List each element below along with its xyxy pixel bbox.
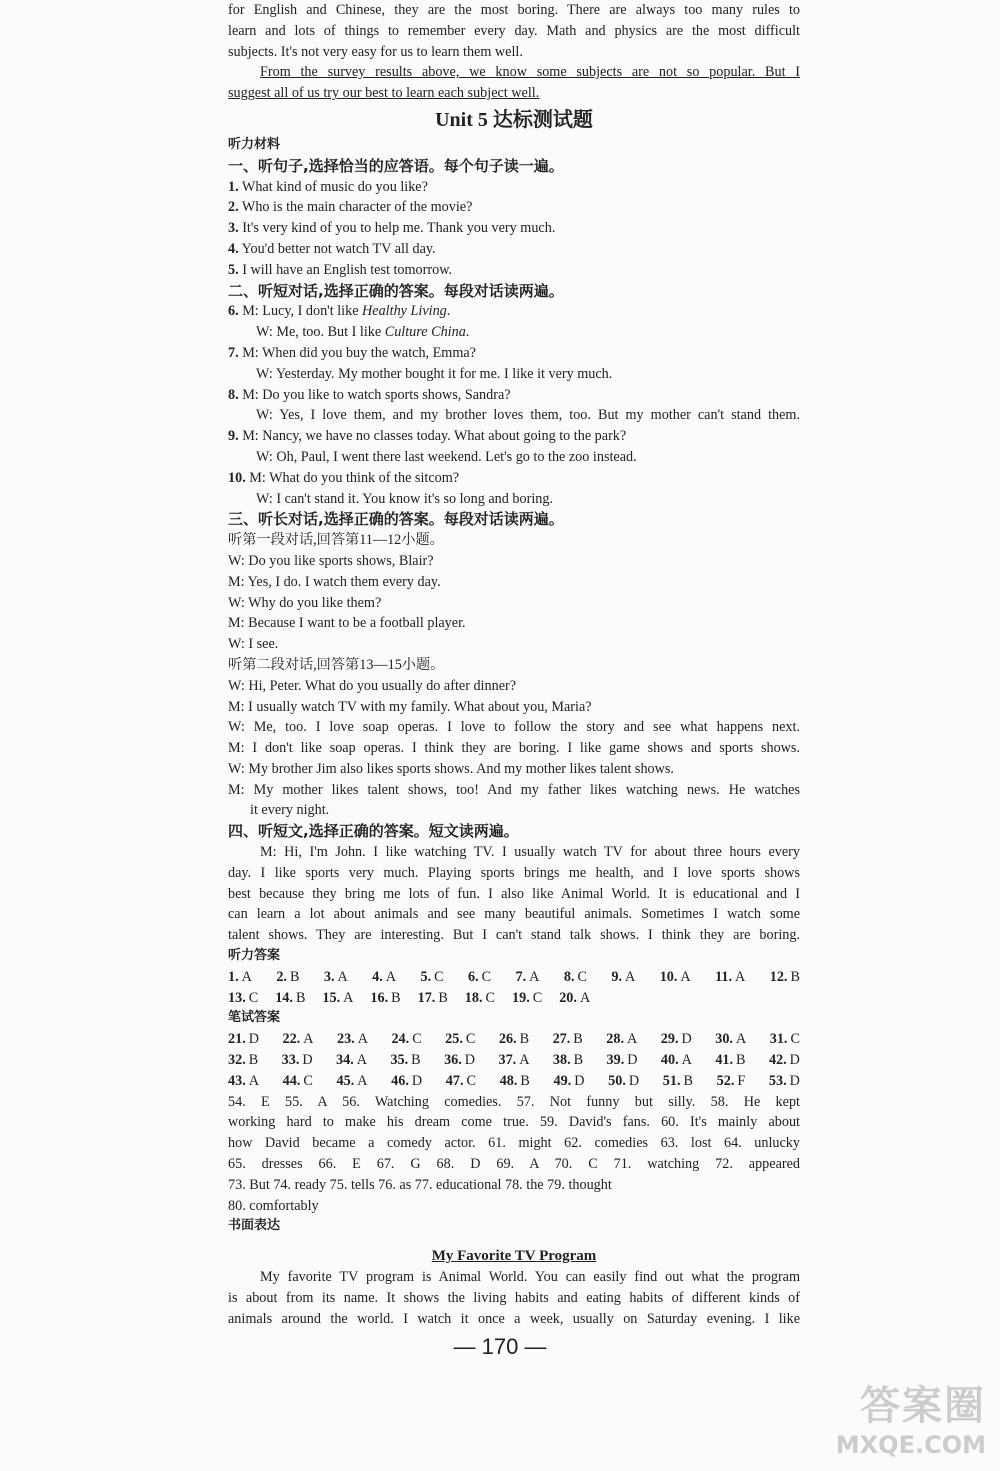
answer-item [717, 1071, 746, 1092]
program-name: Culture China [384, 324, 466, 341]
answer-item [228, 1050, 258, 1071]
answer-choice: A [248, 1072, 259, 1089]
answer-choice: D [789, 1072, 800, 1089]
answer-item [564, 967, 587, 988]
answer-item [559, 988, 590, 1009]
answer-choice: D [628, 1072, 640, 1089]
answer-choice: A [303, 1031, 314, 1048]
answer-item [554, 1071, 585, 1092]
answer-item [390, 1050, 420, 1071]
answer-number: 40. [660, 1052, 679, 1069]
answer-row [228, 988, 800, 1009]
dialogue-text: W: Oh, Paul, I went there last weekend. Let's go to the zoo instead. [256, 448, 637, 465]
answer-page [228, 0, 800, 1330]
answer-item [391, 1029, 421, 1050]
answer-choice: D [302, 1052, 313, 1069]
answer-choice: B [438, 989, 448, 1006]
answer-number: 38. [552, 1052, 571, 1069]
answer-number: 33. [281, 1052, 300, 1069]
intro-line: suggest all of us try our best to learn each subject well. [228, 85, 540, 102]
item-text: You'd better not watch TV all day. [238, 240, 436, 257]
answer-number: 37. [498, 1052, 517, 1069]
written-answer-line: working hard to make his dream come true. 59. David's fans. 60. It's mainly about [228, 1114, 800, 1131]
answer-item [499, 1029, 529, 1050]
answer-number: 47. [445, 1072, 464, 1089]
answer-item [228, 988, 258, 1009]
item-number: 10. [228, 469, 246, 486]
answer-number: 42. [768, 1052, 787, 1069]
answer-choice: A [529, 968, 540, 985]
answer-item [324, 967, 348, 988]
watermark-url: MXQE.COM [835, 1431, 986, 1459]
answer-number: 35. [390, 1052, 409, 1069]
answer-number: 15. [322, 989, 341, 1006]
answer-item [228, 1071, 259, 1092]
answer-item [372, 967, 396, 988]
section-3-dialogues [228, 530, 800, 821]
answer-number: 11. [715, 968, 733, 985]
answer-number: 34. [336, 1052, 354, 1069]
item-number: 1. [228, 178, 239, 195]
answer-choice: B [295, 989, 306, 1006]
answer-item [611, 967, 635, 988]
item-number: 6. [228, 303, 239, 320]
answer-item [516, 967, 540, 988]
dialogue-line [228, 405, 800, 426]
answer-number: 51. [662, 1072, 681, 1089]
answer-item [770, 1029, 800, 1050]
written-answer-line: 80. comfortably [228, 1197, 319, 1214]
answer-item [465, 988, 495, 1009]
written-answer-line: 73. But 74. ready 75. tells 76. as 77. educational 78. the 79. thought [228, 1176, 612, 1193]
answer-row [228, 1071, 800, 1092]
dialogue-line: W: Me, too. I love soap operas. I love to follow the story and see what happens next. [228, 719, 800, 736]
answer-choice: A [385, 968, 397, 985]
item-text: Who is the main character of the movie? [238, 199, 473, 216]
answer-choice: B [248, 1052, 259, 1069]
answer-item [322, 988, 353, 1009]
written-answer-line: 65. dresses 66. E 67. G 68. D 69. A 70. C 71. watching 72. appeared [228, 1156, 800, 1173]
answer-number: 23. [336, 1031, 355, 1048]
answer-number: 22. [282, 1031, 301, 1048]
section-2-dialogues [228, 301, 800, 509]
item-number: 7. [228, 344, 239, 361]
answer-choice: A [357, 1031, 368, 1048]
item-number: 8. [228, 386, 239, 403]
answer-choice: D [627, 1052, 638, 1069]
answer-number: 1. [228, 968, 239, 985]
answer-number: 8. [563, 968, 575, 985]
unit-title: Unit 5 达标测试题 [435, 108, 593, 131]
answer-item [715, 1050, 745, 1071]
essay-line: animals around the world. I watch it once a week, usually on Saturday evening. I like [228, 1310, 800, 1327]
answer-number: 48. [499, 1072, 518, 1089]
answer-item [337, 1071, 368, 1092]
sentence-item [228, 197, 800, 218]
answer-number: 19. [512, 989, 530, 1006]
essay-line: My favorite TV program is Animal World. You can easily find out what the program [260, 1269, 800, 1286]
answer-choice: C [481, 968, 492, 985]
dialogue-line: M: Yes, I do. I watch them every day. [228, 573, 441, 590]
answer-number: 26. [498, 1031, 517, 1048]
section-1-items [228, 177, 800, 281]
dialogue-line: it every night. [250, 802, 330, 819]
answer-choice: B [573, 1052, 584, 1069]
answer-number: 4. [372, 968, 383, 985]
answer-choice: C [577, 968, 587, 985]
answer-choice: A [343, 989, 354, 1006]
answer-item [391, 1071, 422, 1092]
dialogue-text: W: Me, too. But I like [256, 324, 385, 341]
dialogue-line [228, 426, 800, 447]
answer-number: 31. [769, 1031, 788, 1048]
item-text: I will have an English test tomorrow. [238, 261, 453, 278]
answer-number: 20. [559, 989, 577, 1006]
answer-choice: D [681, 1031, 692, 1048]
dialogue-line: W: My brother Jim also likes sports shows. And my mother likes talent shows. [228, 760, 674, 777]
program-name: Healthy Living [362, 303, 447, 320]
essay-body [228, 1267, 800, 1329]
answer-choice: B [411, 1052, 421, 1069]
answer-item [512, 988, 542, 1009]
intro-line: subjects. It's not very easy for us to learn them well. [228, 43, 523, 60]
dialogue-line [228, 322, 800, 343]
answer-item [444, 1050, 475, 1071]
essay-title: My Favorite TV Program [431, 1248, 597, 1265]
answer-choice: C [485, 989, 495, 1006]
essay-line: is about from its name. It shows the living habits and eating habits of different kinds of [228, 1290, 800, 1307]
answer-choice: D [411, 1072, 423, 1089]
answer-choice: C [303, 1072, 313, 1089]
answer-choice: A [735, 1031, 747, 1048]
written-answer-line: 54. E 55. A 56. Watching comedies. 57. Not funny but silly. 58. He kept [228, 1093, 800, 1110]
intro-line: From the survey results above, we know some subjects are not so popular. But I [260, 64, 800, 81]
answer-number: 10. [659, 968, 678, 985]
dialogue-line: M: My mother likes talent shows, too! And my father likes watching news. He watches [228, 781, 800, 798]
answer-row [228, 1029, 800, 1050]
dialogue-line: W: Hi, Peter. What do you usually do after dinner? [228, 677, 517, 694]
item-number: 2. [228, 199, 239, 216]
dialogue-text: W: Yesterday. My mother bought it for me. I like it very much. [256, 365, 613, 382]
dialogue-text: M: Lucy, I don't like [238, 303, 363, 320]
dialogue-line [228, 489, 800, 510]
dialogue-line: W: Do you like sports shows, Blair? [228, 552, 434, 569]
dialogue-text: M: Nancy, we have no classes today. What about going to the park? [238, 428, 627, 445]
written-answers-label: 笔试答案 [228, 1010, 281, 1026]
answer-number: 9. [611, 968, 623, 985]
answer-row [228, 1050, 800, 1071]
answer-choice: A [579, 989, 591, 1006]
section-4-heading: 四、听短文,选择正确的答案。短文读两遍。 [228, 822, 519, 841]
answer-number: 46. [391, 1072, 409, 1089]
answer-item [370, 988, 400, 1009]
item-text: What kind of music do you like? [238, 178, 428, 195]
answer-choice: A [337, 968, 348, 985]
answer-number: 16. [370, 989, 389, 1006]
intro-line: learn and lots of things to remember every day. Math and physics are the most difficult [228, 22, 800, 39]
answer-choice: B [519, 1031, 530, 1048]
answer-number: 50. [608, 1072, 626, 1089]
answer-item [275, 988, 305, 1009]
answer-item [498, 1050, 529, 1071]
dialogue-line [228, 343, 800, 364]
answer-choice: F [737, 1072, 746, 1089]
answer-number: 18. [464, 989, 483, 1006]
dialogue-line: 听第二段对话,回答第13—15小题。 [228, 656, 445, 673]
section-1-heading: 一、听句子,选择恰当的应答语。每个句子读一遍。 [228, 156, 564, 175]
sentence-item [228, 177, 800, 198]
dialogue-line [228, 364, 800, 385]
answer-choice: D [574, 1072, 585, 1089]
dialogue-line: W: I see. [228, 636, 279, 653]
dialogue-line [228, 468, 800, 489]
answer-number: 13. [228, 989, 246, 1006]
passage-line: best because they bring me lots of fun. I also like Animal World. It is educational and I [228, 885, 800, 902]
answer-choice: B [790, 968, 800, 985]
answer-item [770, 967, 800, 988]
answer-choice: A [680, 968, 691, 985]
answer-choice: C [248, 989, 259, 1006]
answer-choice: B [736, 1052, 746, 1069]
dialogue-tail: . [465, 324, 470, 341]
watermark-text: 答案圈 [860, 1383, 986, 1429]
answer-number: 17. [417, 989, 436, 1006]
answer-choice: B [573, 1031, 583, 1048]
answer-item [715, 1029, 746, 1050]
sentence-item [228, 218, 800, 239]
sentence-item [228, 239, 800, 260]
section-3-heading: 三、听长对话,选择正确的答案。每段对话读两遍。 [228, 510, 564, 529]
answer-number: 14. [275, 989, 293, 1006]
watermark-logo [836, 1374, 986, 1459]
answer-choice: A [735, 968, 746, 985]
answer-number: 12. [769, 968, 788, 985]
answer-number: 39. [606, 1052, 625, 1069]
answer-number: 7. [515, 968, 527, 985]
item-number: 9. [228, 428, 239, 445]
answer-item [228, 967, 252, 988]
item-number: 5. [228, 261, 239, 278]
dialogue-line: W: Why do you like them? [228, 594, 382, 611]
answer-item [336, 1050, 367, 1071]
answer-item [500, 1071, 530, 1092]
dialogue-text: M: Do you like to watch sports shows, Sandra? [238, 386, 511, 403]
page-number: — 170 — [453, 1334, 547, 1359]
answer-choice: C [466, 1072, 476, 1089]
answer-number: 52. [716, 1072, 735, 1089]
dialogue-line [228, 385, 800, 406]
answer-number: 30. [715, 1031, 733, 1048]
answer-choice: D [789, 1052, 800, 1069]
answer-item [553, 1029, 583, 1050]
item-number: 4. [228, 240, 239, 257]
answer-number: 45. [336, 1072, 355, 1089]
answer-item [661, 1029, 692, 1050]
answer-item [446, 1071, 476, 1092]
dialogue-line: M: Because I want to be a football player. [228, 615, 466, 632]
answer-choice: C [434, 968, 444, 985]
answer-number: 53. [768, 1072, 787, 1089]
answer-choice: A [625, 968, 636, 985]
sentence-item [228, 260, 800, 281]
listening-answers-label: 听力答案 [228, 948, 281, 964]
answer-choice: C [412, 1031, 422, 1048]
answer-number: 2. [276, 968, 287, 985]
answer-choice: A [627, 1031, 638, 1048]
intro-paragraph [228, 0, 800, 104]
written-answer-line: how David became a comedy actor. 61. might 62. comedies 63. lost 64. unlucky [228, 1135, 800, 1152]
answer-choice: B [683, 1072, 693, 1089]
answer-item [337, 1029, 368, 1050]
written-answers [228, 1029, 800, 1091]
dialogue-text: M: What do you think of the sitcom? [245, 469, 460, 486]
answer-item [769, 1050, 800, 1071]
answer-choice: B [289, 968, 300, 985]
answer-number: 3. [323, 968, 335, 985]
answer-item [553, 1050, 583, 1071]
answer-number: 25. [445, 1031, 463, 1048]
item-number: 3. [228, 220, 239, 237]
answer-choice: D [464, 1052, 476, 1069]
answer-choice: A [681, 1052, 692, 1069]
answer-number: 28. [606, 1031, 624, 1048]
answer-item [663, 1071, 693, 1092]
answer-item [282, 1050, 313, 1071]
dialogue-text: M: When did you buy the watch, Emma? [238, 344, 476, 361]
answer-number: 32. [228, 1052, 246, 1069]
answer-number: 5. [420, 968, 432, 985]
item-text: It's very kind of you to help me. Thank you very much. [238, 220, 556, 237]
dialogue-line: M: I usually watch TV with my family. What about you, Maria? [228, 698, 592, 715]
section-2-heading: 二、听短对话,选择正确的答案。每段对话读两遍。 [228, 281, 564, 300]
section-4-passage [228, 842, 800, 946]
answer-choice: B [391, 989, 401, 1006]
answer-choice: A [356, 1052, 368, 1069]
answer-item [445, 1029, 475, 1050]
dialogue-tail: . [446, 303, 451, 320]
answer-choice: D [248, 1031, 259, 1048]
answer-number: 24. [391, 1031, 410, 1048]
answer-number: 29. [660, 1031, 679, 1048]
writing-label: 书面表达 [228, 1218, 281, 1234]
answer-choice: C [532, 989, 543, 1006]
answer-item [606, 1029, 637, 1050]
dialogue-line [228, 447, 800, 468]
answer-item [608, 1071, 639, 1092]
answer-item [420, 967, 443, 988]
answer-item [418, 988, 448, 1009]
intro-line: for English and Chinese, they are the most boring. There are always too many rules to [228, 2, 800, 18]
passage-line: M: Hi, I'm John. I like watching TV. I usually watch TV for about three hours every [260, 844, 800, 861]
dialogue-text: W: I can't stand it. You know it's so long and boring. [256, 490, 553, 507]
answer-row [228, 967, 800, 988]
answer-item [607, 1050, 638, 1071]
passage-line: talent shows. They are interesting. But I can't stand talk shows. I think they are boring. [228, 927, 800, 944]
answer-item [283, 1071, 313, 1092]
answer-choice: B [520, 1072, 530, 1089]
answer-item [661, 1050, 692, 1071]
answer-number: 43. [228, 1072, 246, 1089]
written-answers-text [228, 1092, 800, 1217]
answer-choice: A [241, 968, 252, 985]
answer-choice: A [519, 1052, 530, 1069]
passage-line: day. I like sports very much. Playing sports brings me health, and I love sports shows [228, 864, 800, 881]
answer-item [468, 967, 491, 988]
dialogue-line: M: I don't like soap operas. I think they are boring. I like game shows and sports shows. [228, 740, 800, 757]
answer-number: 36. [444, 1052, 462, 1069]
dialogue-text: W: Yes, I love them, and my brother loves them, too. But my mother can't stand them. [256, 407, 800, 424]
answer-item [660, 967, 691, 988]
answer-number: 44. [282, 1072, 301, 1089]
dialogue-line: 听第一段对话,回答第11—12小题。 [228, 532, 444, 549]
answer-item [715, 967, 745, 988]
dialogue-line [228, 301, 800, 322]
answer-item [769, 1071, 800, 1092]
answer-number: 49. [553, 1072, 572, 1089]
answer-choice: A [357, 1072, 368, 1089]
answer-number: 21. [228, 1031, 246, 1048]
answer-item [282, 1029, 313, 1050]
listening-material-label: 听力材料 [228, 136, 281, 152]
answer-number: 41. [715, 1052, 734, 1069]
answer-number: 27. [552, 1031, 571, 1048]
answer-choice: C [790, 1031, 800, 1048]
listening-answers [228, 967, 800, 1009]
answer-number: 6. [468, 968, 479, 985]
answer-item [276, 967, 299, 988]
answer-choice: C [465, 1031, 476, 1048]
answer-item [228, 1029, 259, 1050]
passage-line: can learn a lot about animals and see many beautiful animals. Sometimes I watch some [228, 906, 800, 923]
